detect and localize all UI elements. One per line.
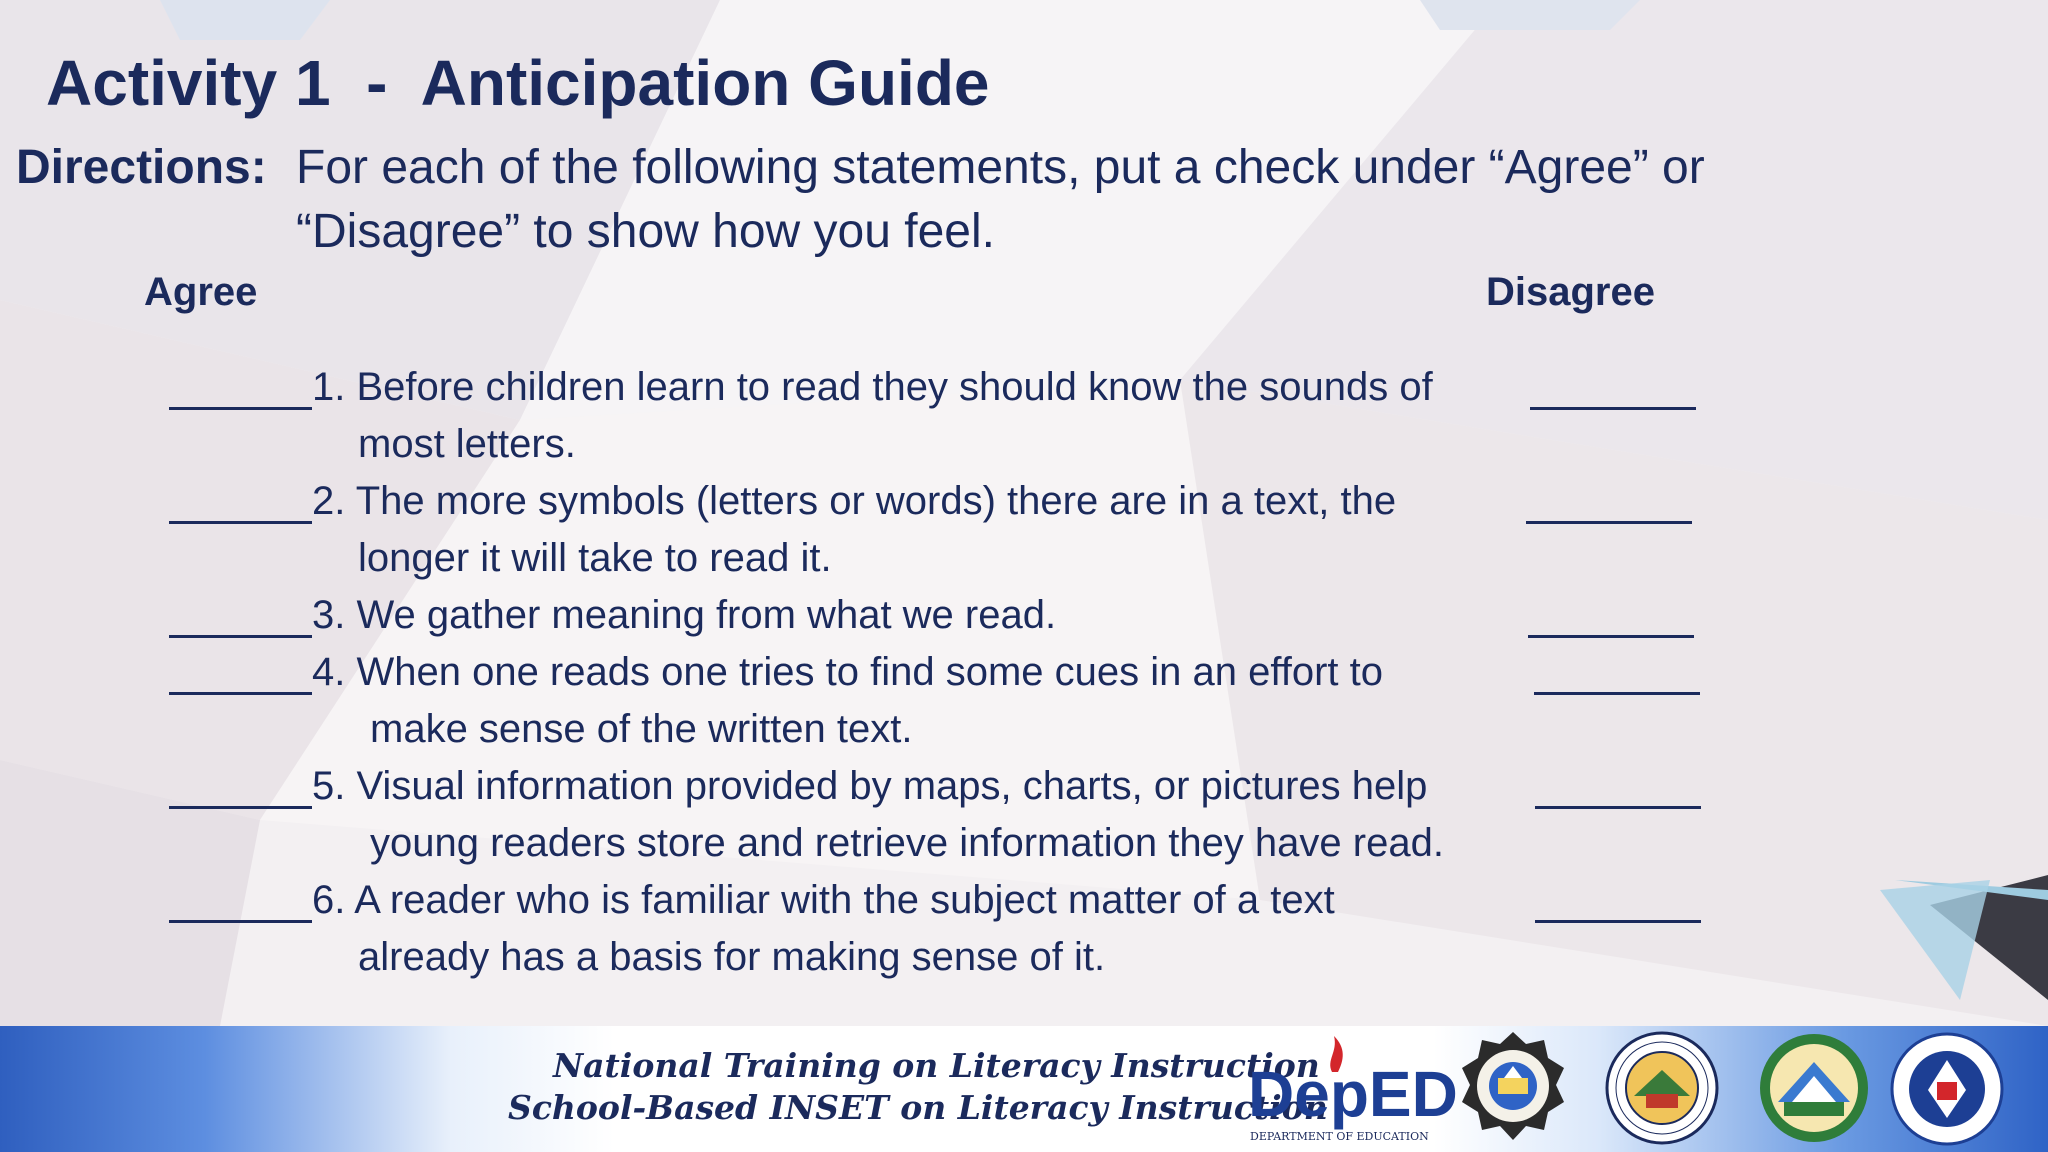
disagree-header: Disagree — [1486, 270, 1655, 314]
directions-text-line-1: For each of the following statements, put a check under “Agree” or — [296, 141, 1705, 194]
division-of-albay-seal-icon — [1758, 1032, 1870, 1144]
school-seal-icon — [1458, 1030, 1568, 1144]
footer-banner — [0, 1026, 2048, 1152]
page-title: Activity 1 - Anticipation Guide — [46, 47, 990, 119]
agree-header: Agree — [144, 270, 258, 314]
statement-2-line-2: longer it will take to read it. — [358, 536, 832, 580]
kagawaran-ng-edukasyon-seal-icon — [1890, 1032, 2004, 1146]
statement-1-line-1: 1. Before children learn to read they should know the sounds of — [312, 365, 1433, 409]
directions-text-line-2: “Disagree” to show how you feel. — [296, 205, 995, 258]
statement-5-line-1: 5. Visual information provided by maps, charts, or pictures help — [312, 764, 1428, 808]
agree-blank-6[interactable] — [169, 920, 312, 923]
footer-line-2: School-Based INSET on Literacy Instruction — [508, 1088, 1328, 1127]
disagree-blank-6[interactable] — [1535, 920, 1701, 923]
disagree-blank-1[interactable] — [1530, 407, 1696, 410]
deped-logo-text: DepED — [1248, 1058, 1458, 1130]
agree-blank-5[interactable] — [169, 806, 312, 809]
disagree-blank-5[interactable] — [1535, 806, 1701, 809]
statement-2-line-1: 2. The more symbols (letters or words) there are in a text, the — [312, 479, 1397, 523]
statement-5-line-2: young readers store and retrieve information they have read. — [370, 821, 1444, 865]
agree-blank-2[interactable] — [169, 521, 312, 524]
directions-label: Directions: — [16, 141, 267, 194]
disagree-blank-2[interactable] — [1526, 521, 1692, 524]
deped-logo — [1246, 1030, 1458, 1148]
statement-6-line-2: already has a basis for making sense of it. — [358, 935, 1106, 979]
deped-logo-subtext: DEPARTMENT OF EDUCATION — [1250, 1130, 1429, 1143]
statement-1-line-2: most letters. — [358, 422, 576, 466]
statement-4-line-2: make sense of the written text. — [370, 707, 913, 751]
agree-blank-3[interactable] — [169, 635, 312, 638]
statement-6-line-1: 6. A reader who is familiar with the subject matter of a text — [312, 878, 1335, 922]
statement-3-line-1: 3. We gather meaning from what we read. — [312, 593, 1057, 637]
agree-blank-4[interactable] — [169, 692, 312, 695]
footer-line-1: National Training on Literacy Instruction — [553, 1046, 1320, 1085]
disagree-blank-4[interactable] — [1534, 692, 1700, 695]
agree-blank-1[interactable] — [169, 407, 312, 410]
statement-4-line-1: 4. When one reads one tries to find some cues in an effort to — [312, 650, 1383, 694]
disagree-blank-3[interactable] — [1528, 635, 1694, 638]
jovellar-district-seal-icon — [1604, 1030, 1720, 1146]
